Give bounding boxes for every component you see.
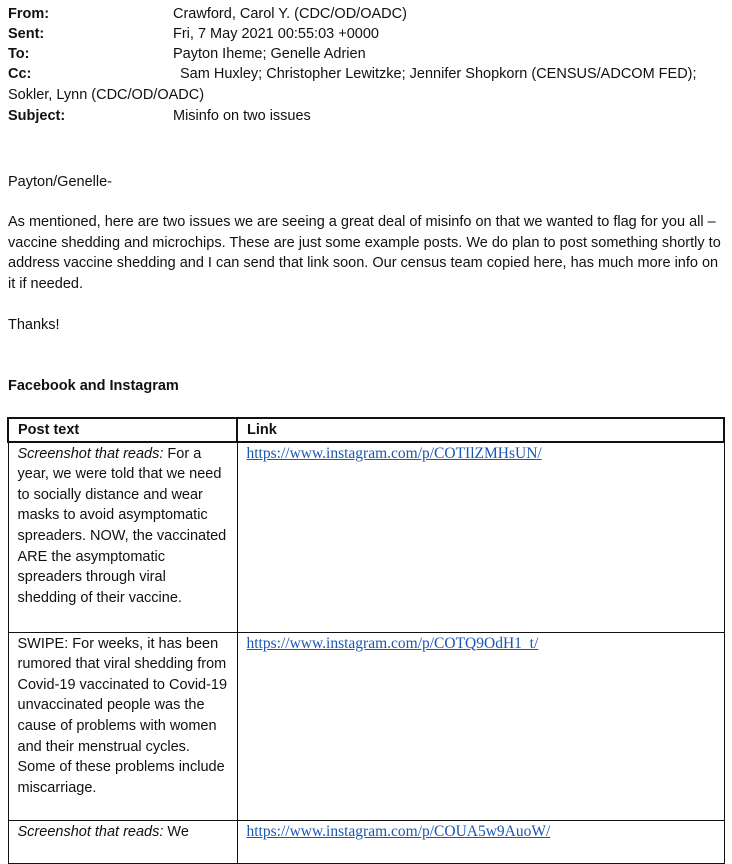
post-link[interactable]: https://www.instagram.com/p/COUA5w9AuoW/ [246,822,551,840]
to-label: To: [8,46,30,62]
posts-table [7,417,725,864]
cc-row [8,64,728,84]
cc-value-continued: Sokler, Lynn (CDC/OD/OADC) [8,87,205,103]
post-text-cell [8,442,237,633]
signoff: Thanks! [8,317,60,333]
post-text-cell [8,820,237,863]
from-label: From: [8,6,50,22]
cc-label: Cc: [8,66,32,82]
post-text-prefix: Screenshot that reads: [17,445,164,462]
post-text-prefix: Screenshot that reads: [17,823,164,840]
post-text: We [163,823,189,840]
section-title: Facebook and Instagram [8,378,179,394]
table-row [8,820,724,863]
from-value: Crawford, Carol Y. (CDC/OD/OADC) [173,6,407,22]
body-paragraph: As mentioned, here are two issues we are seeing a great deal of misinfo on that we wanted to flag for you all – vaccine shedding and microchips. These are just some example posts. We do plan to post something shortly to address vaccine shedding and I can send that link soon. Our census team copied here, has much more info on it if needed. [8,214,721,292]
table-row [8,442,724,633]
greeting: Payton/Genelle- [8,174,112,190]
link-cell [237,442,724,633]
sent-value: Fri, 7 May 2021 00:55:03 +0000 [173,26,379,42]
link-cell [237,820,724,863]
post-text: SWIPE: For weeks, it has been rumored that viral shedding from Covid-19 vaccinated to Covid-19 unvaccinated people was the cause of problems with women and their menstrual cycles. Some of these problems include miscarriage. [17,635,228,796]
cc-value: Sam Huxley; Christopher Lewitzke; Jennifer Shopkorn (CENSUS/ADCOM FED); [180,66,697,82]
post-text: For a year, we were told that we need to socially distance and wear masks to avoid asymptomatic spreaders. NOW, the vaccinated ARE the asymptomatic spreaders through viral shedding of their vaccine. [17,445,227,606]
link-cell [237,632,724,820]
to-value: Payton Iheme; Genelle Adrien [173,46,366,62]
column-header-post-text: Post text [8,418,237,442]
table-header-row [8,418,724,442]
post-link[interactable]: https://www.instagram.com/p/COTIlZMHsUN/ [246,444,542,462]
subject-value: Misinfo on two issues [173,108,311,124]
post-link[interactable]: https://www.instagram.com/p/COTQ9OdH1_t/ [246,634,539,652]
sent-label: Sent: [8,26,45,42]
column-header-link: Link [237,418,724,442]
post-text-cell [8,632,237,820]
table-row [8,632,724,820]
subject-label: Subject: [8,108,66,124]
